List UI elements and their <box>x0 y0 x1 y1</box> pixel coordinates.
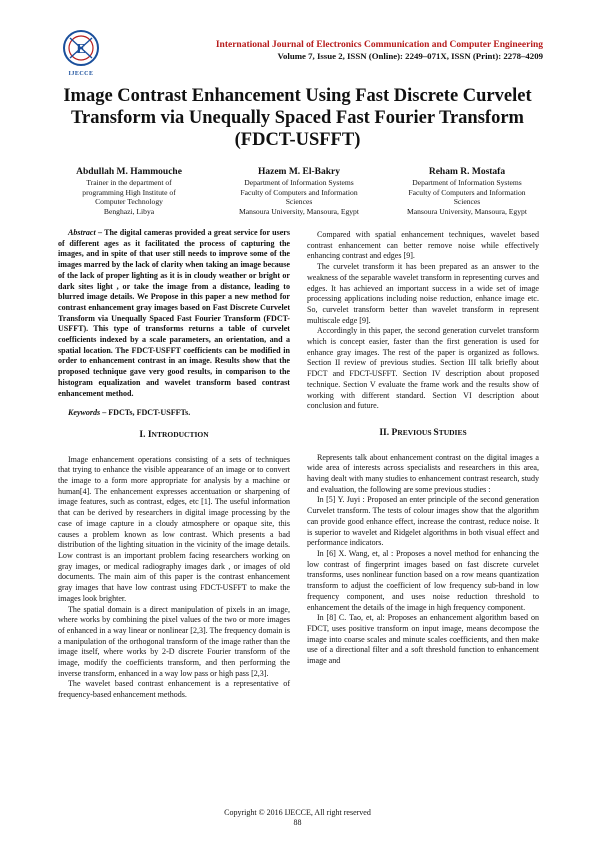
page-footer <box>0 808 595 828</box>
keywords-text: – FDCTs, FDCT-USFFTs. <box>100 408 191 418</box>
section-heading-previous-studies <box>307 428 539 439</box>
paper-title: Image Contrast Enhancement Using Fast Discrete Curvelet Transform via Unequally Spaced Fast Fourier Transform (FDCT-USFFT) <box>63 86 532 150</box>
abstract <box>58 228 290 399</box>
author-name: Reham R. Mostafa <box>428 167 506 177</box>
author-affiliation-line: programming High Institute of <box>82 187 176 197</box>
author-affiliation-line: Trainer in the department of <box>86 178 172 187</box>
section-number: I. <box>139 429 146 440</box>
paragraph: Compared with spatial enhancement techniques, wavelet based contrast enhancement can better remove noise while effectively enhancing contrast and edges [9]. <box>307 230 539 261</box>
svg-text:E: E <box>76 42 86 57</box>
abstract-label: Abstract <box>68 228 96 237</box>
author-affiliation-line: Computer Technology <box>95 197 163 207</box>
author-affiliation-line: Sciences <box>453 197 481 207</box>
paragraph: In [5] Y. Juyi : Proposed an enter principle of the second generation Curvelet transform. The tests of colour images show that the algorithm can provide good enhance effect, increase the contrast, reduce noise. It is superior to wavelet and Ridgelet algorithms in both visual effect and performance indicators. <box>307 495 539 548</box>
page-number: 88 <box>293 818 302 827</box>
copyright: Copyright © 2016 IJECCE, All right reserved <box>224 808 371 817</box>
paragraph: The wavelet based contrast enhancement is a representative of frequency-based enhancement methods. <box>58 679 290 700</box>
paragraph: Image enhancement operations consisting of a sets of techniques that trying to enhance the visible appearance of an image or to convert the image to a form more appropriate for analysis by a machine or human[4]. The enhancement expresses accentuation or sharpening of image features, such as contrast, edges, etc [1]. The useful information that can be derived by researchers in digital image processing by the case of image capture in a cloudy atmosphere or opaque site, this causes a problem known as low contrast. Which presents a bad distribution of the lighting situation in the vicinity of the image details. Low contrast is an important problem facing researchers working on gray images, or medical radiography images dark , or images of old documents. The main aim of this paper is the contrast enhancement gray images that have low contrast using FDCT-USFFT to make the images look brighter. <box>58 454 290 603</box>
section-heading-introduction <box>58 430 290 441</box>
author-affiliation-line: Mansoura University, Mansoura, Egypt <box>239 206 359 216</box>
section-rest: TUDIES <box>438 427 467 437</box>
right-column <box>307 230 539 667</box>
author-affiliation-line: Department of Information Systems <box>244 178 354 187</box>
abstract-text: – The digital cameras provided a great service for users of different ages as it facilitated the process of capturing the images, and in spite of that user still needs to improve some of the images marred by the lack of clarity when taking an image because of the lack of proper lighting as it is in cloudy weather or bright or dark sites light , or take the image from a distance, leading to blurred image details. We Propose in this paper a new method for contrast enhancement gray images based on Fast Discrete Curvelet Transform via Unequally Spaced Fast Fourier Transform (FDCT-USFFT). This type of transforms returns a table of curvelet coefficients indexed by a scale parameters, an orientation, and a spatial location. The FDCT-USFFT coefficients can be modified in order to enhancement contrast in an image. Results show that the proposed technique gave very good results, in comparison to the histogram equalization and wavelet transform based contrast enhancement method. <box>58 228 290 398</box>
author-1 <box>48 166 210 216</box>
author-affiliation-line: Sciences <box>285 197 313 207</box>
paragraph: The curvelet transform it has been prepared as an answer to the weakness of the separable wavelet transform in representing curves and edges. It has achieved an important success in a wide set of image processing applications including noise reduction, enhance image etc. So, curvelet transform better than wavelet transform in represent multiscale edge [9]. <box>307 262 539 325</box>
logo-text: IJECCE <box>68 71 94 77</box>
author-2 <box>214 166 384 216</box>
section-initial: P <box>391 427 398 438</box>
author-affiliation-line: Mansoura University, Mansoura, Egypt <box>407 206 527 216</box>
keywords <box>58 408 290 419</box>
paragraph: In [6] X. Wang, et, al : Proposes a novel method for enhancing the low contrast of fingerprint images based on fast discrete curvelet transforms, uses nonlinear function based on a row means quantization transform to adjust the coefficient of low frequency sub-band in low frequency component, and uses noise reduction threshold to enhancement the details of the image in high frequency component. <box>307 548 539 612</box>
author-3 <box>386 166 548 216</box>
journal-header <box>216 40 543 62</box>
paragraph: The spatial domain is a direct manipulation of pixels in an image, where works by combining the pixel values of the two or more images of enhanced in a way linear or nonlinear [2,3]. The frequency domain is a manipulation of the orthogonal transform of the image rather than the image itself, where works by 2-D discrete Fourier transform of the image, modify the coefficients transform, and then performing the inverse transform, enhanced in a way low pass or high pass [2,3]. <box>58 604 290 678</box>
paragraph: Accordingly in this paper, the second generation curvelet transform which is concept easier, faster than the first generation is used for enhance gray images. The rest of the paper is organized as follows. Section II review of previous studies. Section III talk briefly about FDCT and FDCT-USFFT. Section IV description about proposed technique. Section V evaluate the frame work and the results show of working with different standard. Section VI description about conclusion and future. <box>307 326 539 411</box>
author-name: Hazem M. El-Bakry <box>257 167 341 177</box>
section-initial: I <box>147 429 152 440</box>
section-number: II. <box>379 427 390 438</box>
section-rest: NTRODUCTION <box>151 429 209 439</box>
journal-name: International Journal of Electronics Communication and Computer Engineering <box>215 40 543 50</box>
author-affiliation-line: Faculty of Computers and Information <box>408 187 526 197</box>
author-name: Abdullah M. Hammouche <box>76 167 182 177</box>
author-affiliation-line: Benghazi, Libya <box>103 206 155 216</box>
keywords-label: Keywords <box>68 408 101 418</box>
section-initial: S <box>433 427 439 438</box>
paragraph: Represents talk about enhancement contrast on the digital images a wide area of interests across specialists and researchers in this area, having dealt with many studies to enhancement contrast research, study and evaluation, the following are some previous studies : <box>307 452 539 494</box>
paragraph: In [8] C. Tao, et, al: Proposes an enhancement algorithm based on FDCT, uses positive transform on input image, means decompose the image into coarse scales and minute scales coefficients, and then make use of a directional filter and a soft threshold function to enhancement image and <box>307 613 539 666</box>
volume-info: Volume 7, Issue 2, ISSN (Online): 2249–071X, ISSN (Print): 2278–4209 <box>277 51 543 61</box>
section-rest: REVIOUS <box>397 427 434 437</box>
author-list <box>48 166 548 216</box>
left-column <box>58 228 290 701</box>
author-affiliation-line: Faculty of Computers and Information <box>240 187 358 197</box>
author-affiliation-line: Department of Information Systems <box>412 178 522 187</box>
